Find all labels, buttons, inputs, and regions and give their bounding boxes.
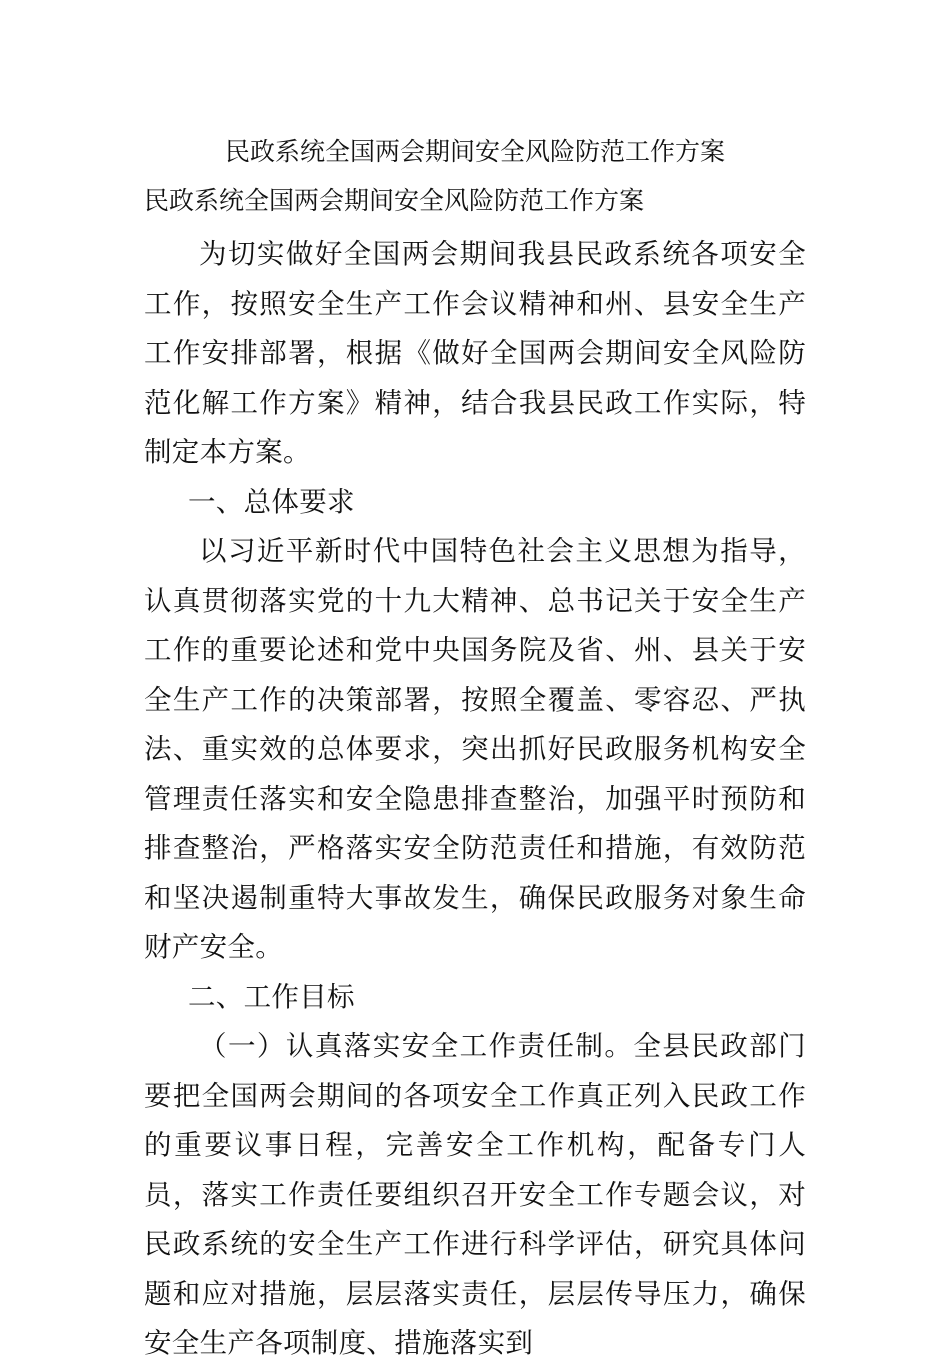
document-subtitle: 民政系统全国两会期间安全风险防范工作方案 [144, 186, 645, 215]
document-title: 民政系统全国两会期间安全风险防范工作方案 [224, 137, 725, 166]
section-heading-work-goals: 二、工作目标 [188, 980, 355, 1013]
paragraph-intro: 为切实做好全国两会期间我县民政系统各项安全工作，按照安全生产工作会议精神和州、县安全生产工作安排部署，根据《做好全国两会期间安全风险防范化解工作方案》精神，结合我县民政工作实际，特制定本方案。 [144, 238, 806, 468]
document-body [144, 230, 806, 1369]
section-heading-general-requirements: 一、总体要求 [188, 485, 355, 518]
paragraph-general-requirements: 以习近平新时代中国特色社会主义思想为指导，认真贯彻落实党的十九大精神、总书记关于安全生产工作的重要论述和党中央国务院及省、州、县关于安全生产工作的决策部署，按照全覆盖、零容忍、严执法、重实效的总体要求，突出抓好民政服务机构安全管理责任落实和安全隐患排查整治，加强平时预防和排查整治，严格落实安全防范责任和措施，有效防范和坚决遏制重特大事故发生，确保民政服务对象生命财产安全。 [144, 535, 806, 963]
paragraph-responsibility-system: （一）认真落实安全工作责任制。全县民政部门要把全国两会期间的各项安全工作真正列入民政工作的重要议事日程，完善安全工作机构，配备专门人员，落实工作责任要组织召开安全工作专题会议，对民政系统的安全生产工作进行科学评估，研究具体问题和应对措施，层层落实责任，层层传导压力，确保安全生产各项制度、措施落实到 [144, 1030, 806, 1359]
